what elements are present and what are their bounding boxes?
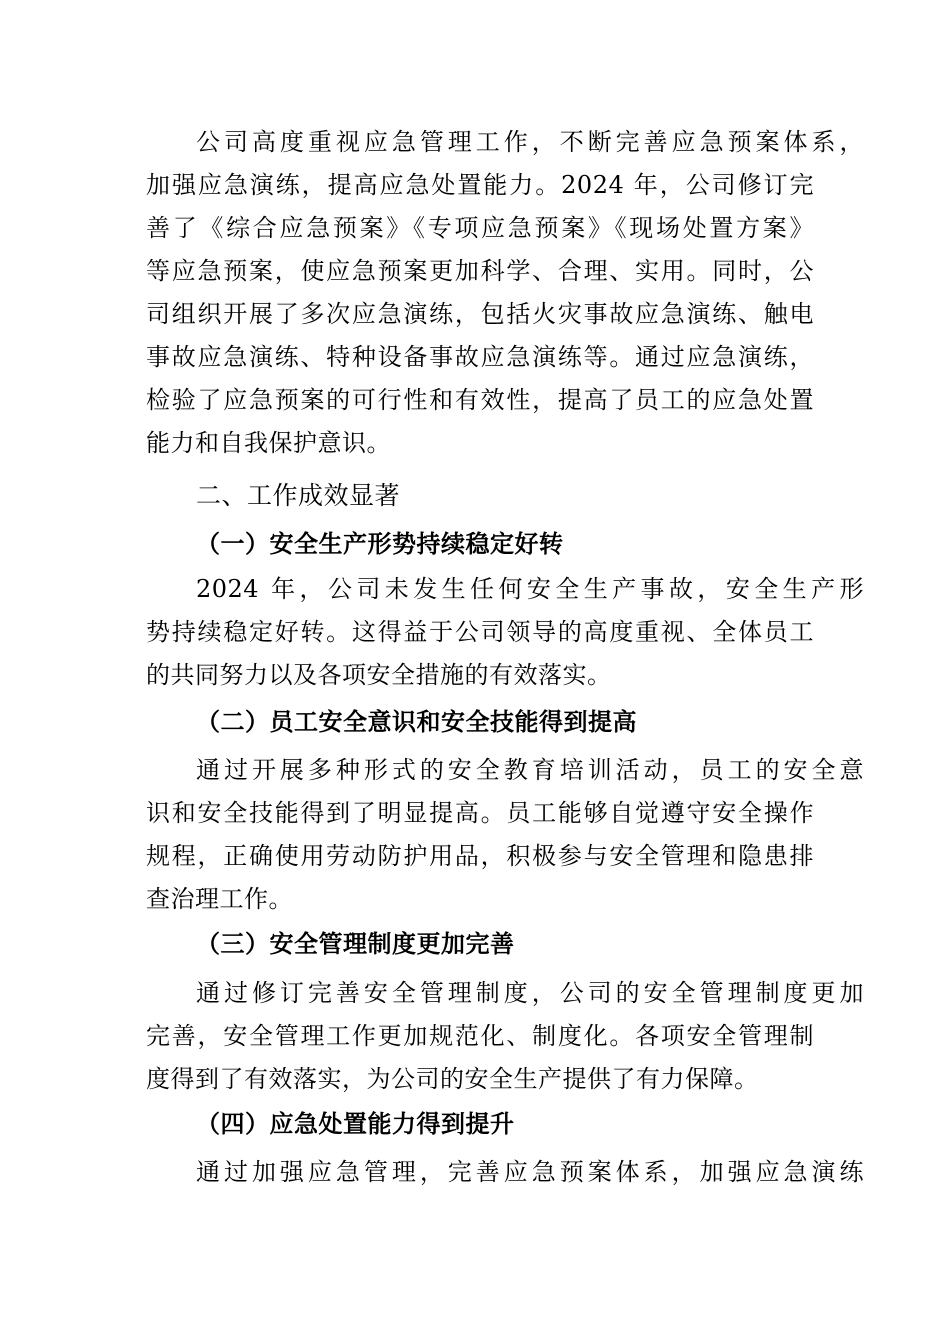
paragraph-line: 通过开展多种形式的安全教育培训活动，员工的安全意: [196, 756, 864, 784]
paragraph-line: 加强应急演练，提高应急处置能力。2024 年，公司修订完: [146, 171, 814, 199]
paragraph-line: 完善，安全管理工作更加规范化、制度化。各项安全管理制: [146, 1022, 814, 1050]
paragraph-line: 查治理工作。: [146, 885, 293, 913]
paragraph-line: 通过修订完善安全管理制度，公司的安全管理制度更加: [196, 979, 864, 1007]
subsection-heading: （四）应急处置能力得到提升: [196, 1109, 515, 1138]
paragraph-line: 事故应急演练、特种设备事故应急演练等。通过应急演练，: [146, 343, 814, 371]
paragraph-line: 的共同努力以及各项安全措施的有效落实。: [146, 661, 612, 689]
paragraph-line: 能力和自我保护意识。: [146, 429, 391, 457]
section-heading: 二、工作成效显著: [196, 481, 401, 510]
paragraph-line: 规程，正确使用劳动防护用品，积极参与安全管理和隐患排: [146, 842, 814, 870]
paragraph-line: 度得到了有效落实，为公司的安全生产提供了有力保障。: [146, 1065, 759, 1093]
paragraph-line: 识和安全技能得到了明显提高。员工能够自觉遵守安全操作: [146, 799, 814, 827]
paragraph-line: 检验了应急预案的可行性和有效性，提高了员工的应急处置: [146, 386, 814, 414]
paragraph-line: 司组织开展了多次应急演练，包括火灾事故应急演练、触电: [146, 300, 814, 328]
paragraph-line: 通过加强应急管理，完善应急预案体系，加强应急演练: [196, 1158, 864, 1186]
paragraph-line: 等应急预案，使应急预案更加科学、合理、实用。同时，公: [146, 257, 814, 285]
subsection-heading: （二）员工安全意识和安全技能得到提高: [196, 707, 637, 736]
paragraph-line: 2024 年，公司未发生任何安全生产事故，安全生产形: [196, 575, 864, 603]
paragraph-line: 公司高度重视应急管理工作，不断完善应急预案体系，: [196, 128, 864, 156]
paragraph-line: 善了《综合应急预案》《专项应急预案》《现场处置方案》: [146, 214, 814, 242]
paragraph-line: 势持续稳定好转。这得益于公司领导的高度重视、全体员工: [146, 618, 814, 646]
subsection-heading: （一）安全生产形势持续稳定好转: [196, 529, 564, 558]
subsection-heading: （三）安全管理制度更加完善: [196, 929, 515, 958]
